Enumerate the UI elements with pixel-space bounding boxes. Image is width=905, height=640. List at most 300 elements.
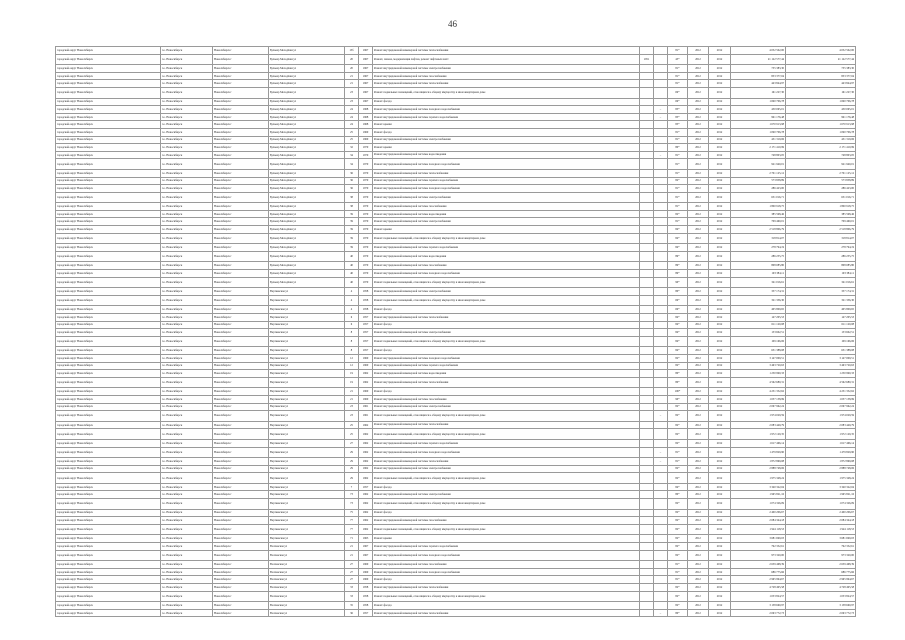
cell-total: 1 975 348,24	[786, 473, 856, 484]
cell-total: 2 171 410,99	[786, 144, 856, 152]
cell-year-end: 2012	[709, 609, 731, 617]
table-row	[56, 321, 856, 329]
cell-year-start: 2012	[688, 347, 709, 355]
cell-mark	[654, 288, 668, 296]
cell-mark	[654, 354, 668, 362]
cell-area	[640, 80, 654, 88]
cell-street: Вертковская ул	[269, 429, 345, 440]
cell-mark	[654, 550, 668, 561]
cell-year-start: 2012	[688, 203, 709, 211]
cell-cost: 278 794,19	[731, 244, 786, 252]
cell-work-type: Ремонт внутридомовой инженерной системы теплоснабжения	[373, 421, 640, 429]
cell-municipality: городской округ Новосибирск	[56, 568, 161, 576]
table-row	[56, 185, 856, 193]
cell-build-year: 1961	[359, 403, 373, 411]
cell-cost: 286 423,00	[731, 185, 786, 193]
cell-work-type: Ремонт подвальных помещений, относящихся к общему имуществу в многоквартирном доме	[373, 295, 640, 306]
cell-year-end: 2012	[709, 314, 731, 322]
cell-locality-short: г.о. Новосибирск	[161, 473, 213, 484]
cell-area	[640, 203, 654, 211]
cell-year-end: 2012	[709, 439, 731, 447]
cell-mark	[654, 177, 668, 185]
cell-build-year: 1962	[359, 517, 373, 525]
cell-wear-percent: 81*	[668, 576, 688, 584]
cell-mark: –	[654, 113, 668, 121]
cell-city: Новосибирск г	[213, 314, 269, 322]
cell-cost: 808 085,80	[731, 262, 786, 270]
cell-total: 4 052 502,00	[786, 47, 856, 55]
cell-work-type: Ремонт внутридомовой инженерной системы теплоснабжения	[373, 458, 640, 466]
cell-build-year: 1970	[359, 251, 373, 262]
cell-year-end: 2012	[709, 499, 731, 510]
table-row	[56, 458, 856, 466]
cell-total: 321 336,30	[786, 295, 856, 306]
cell-municipality: городской округ Новосибирск	[56, 509, 161, 517]
cell-year-end: 2012	[709, 144, 731, 152]
cell-year-end: 2012	[709, 192, 731, 203]
cell-street: Волховская ул	[269, 591, 345, 602]
cell-city: Новосибирск г	[213, 447, 269, 458]
cell-year-end: 2012	[709, 185, 731, 193]
cell-mark	[654, 535, 668, 543]
cell-area	[640, 458, 654, 466]
cell-house: 8	[345, 329, 359, 337]
cell-total: 109 166,06	[786, 336, 856, 347]
cell-house: 23	[345, 411, 359, 422]
cell-municipality: городской округ Новосибирск	[56, 72, 161, 80]
cell-locality-short: г.о. Новосибирск	[161, 314, 213, 322]
table-row	[56, 262, 856, 270]
cell-locality-short: г.о. Новосибирск	[161, 362, 213, 370]
cell-cost: 443 844,97	[731, 80, 786, 88]
cell-municipality: городской округ Новосибирск	[56, 609, 161, 617]
cell-total: 1 090 706,78	[786, 128, 856, 136]
cell-house: 27	[345, 576, 359, 584]
cell-house: 25	[345, 421, 359, 429]
cell-street: Вертковская ул	[269, 388, 345, 396]
cell-street: Вертковская ул	[269, 354, 345, 362]
cell-city: Новосибирск г	[213, 388, 269, 396]
cell-build-year: 1967	[359, 87, 373, 98]
cell-year-end: 2012	[709, 395, 731, 403]
cell-street: Волховская ул	[269, 543, 345, 551]
cell-total: 709 460,01	[786, 218, 856, 226]
cell-street: Бульвар Молодёжи ул	[269, 185, 345, 193]
cell-wear-percent: 82*	[668, 517, 688, 525]
cell-locality-short: г.о. Новосибирск	[161, 159, 213, 170]
cell-city: Новосибирск г	[213, 203, 269, 211]
cell-street: Волховская ул	[269, 584, 345, 592]
cell-city: Новосибирск г	[213, 411, 269, 422]
cell-year-end: 2012	[709, 473, 731, 484]
cell-municipality: городской округ Новосибирск	[56, 277, 161, 288]
cell-house: 4	[345, 306, 359, 314]
cell-year-end: 2012	[709, 47, 731, 55]
cell-total: 357 174,31	[786, 288, 856, 296]
cell-wear-percent: 82*	[668, 210, 688, 218]
cell-build-year: 1962	[359, 499, 373, 510]
cell-street: Бульвар Молодёжи ул	[269, 128, 345, 136]
table-row	[56, 473, 856, 484]
cell-locality-short: г.о. Новосибирск	[161, 591, 213, 602]
cell-city: Новосибирск г	[213, 144, 269, 152]
cell-wear-percent: 85*	[668, 121, 688, 129]
cell-wear-percent: 89*	[668, 270, 688, 278]
cell-area	[640, 233, 654, 244]
cell-wear-percent: 100*	[668, 388, 688, 396]
cell-house: 23	[345, 403, 359, 411]
cell-total: 286 423,00	[786, 185, 856, 193]
table-row	[56, 226, 856, 234]
cell-cost: 321 336,30	[731, 295, 786, 306]
cell-area	[640, 524, 654, 535]
cell-mark	[654, 321, 668, 329]
cell-area	[640, 121, 654, 129]
cell-wear-percent: 82*	[668, 543, 688, 551]
cell-cost: 3 463 720,63	[731, 362, 786, 370]
cell-street: Вертковская ул	[269, 499, 345, 510]
cell-year-start: 2012	[688, 321, 709, 329]
table-row	[56, 80, 856, 88]
cell-city: Новосибирск г	[213, 576, 269, 584]
cell-street: Бульвар Молодёжи ул	[269, 277, 345, 288]
cell-house: 24	[345, 113, 359, 121]
cell-year-end: 2012	[709, 388, 731, 396]
cell-locality-short: г.о. Новосибирск	[161, 329, 213, 337]
cell-total: 808 085,80	[786, 262, 856, 270]
cell-house: 25	[345, 136, 359, 144]
cell-cost: 2 965 994,67	[731, 576, 786, 584]
cell-cost: 1 670 913,98	[731, 121, 786, 129]
page-number: 46	[448, 19, 457, 29]
table-row	[56, 151, 856, 159]
cell-municipality: городской округ Новосибирск	[56, 226, 161, 234]
cell-area	[640, 277, 654, 288]
cell-work-type: Ремонт внутридомовой инженерной системы электроснабжения	[373, 403, 640, 411]
cell-locality-short: г.о. Новосибирск	[161, 491, 213, 499]
cell-city: Новосибирск г	[213, 395, 269, 403]
cell-house: 33	[345, 584, 359, 592]
cell-year-end: 2012	[709, 524, 731, 535]
cell-house: 39	[345, 226, 359, 234]
cell-area	[640, 576, 654, 584]
cell-locality-short: г.о. Новосибирск	[161, 128, 213, 136]
cell-total: 147 205,53	[786, 314, 856, 322]
cell-area	[640, 314, 654, 322]
table-row	[56, 535, 856, 543]
cell-mark	[654, 203, 668, 211]
cell-locality-short: г.о. Новосибирск	[161, 169, 213, 177]
cell-total: 318 814,07	[786, 233, 856, 244]
cell-mark	[654, 277, 668, 288]
cell-total: 341 016,61	[786, 277, 856, 288]
cell-area	[640, 362, 654, 370]
cell-build-year: 1962	[359, 465, 373, 473]
cell-year-end: 2012	[709, 72, 731, 80]
cell-year-end: 2012	[709, 151, 731, 159]
cell-year-end: 2012	[709, 483, 731, 491]
cell-municipality: городской округ Новосибирск	[56, 106, 161, 114]
cell-year-end: 2012	[709, 65, 731, 73]
cell-build-year: 1970	[359, 169, 373, 177]
cell-wear-percent: 82*	[668, 509, 688, 517]
cell-mark	[654, 429, 668, 440]
cell-locality-short: г.о. Новосибирск	[161, 535, 213, 543]
cell-year-start: 2012	[688, 226, 709, 234]
cell-work-type: Ремонт внутридомовой инженерной системы электроснабжения	[373, 136, 640, 144]
cell-municipality: городской округ Новосибирск	[56, 251, 161, 262]
cell-wear-percent: 82*	[668, 550, 688, 561]
cell-municipality: городской округ Новосибирск	[56, 192, 161, 203]
cell-cost: 1 975 348,24	[731, 473, 786, 484]
cell-city: Новосибирск г	[213, 377, 269, 388]
cell-city: Новосибирск г	[213, 288, 269, 296]
cell-total: 1 690 706,78	[786, 98, 856, 106]
cell-build-year: 1962	[359, 370, 373, 378]
cell-area	[640, 388, 654, 396]
cell-street: Вертковская ул	[269, 465, 345, 473]
cell-year-end: 2012	[709, 54, 731, 65]
cell-mark	[654, 543, 668, 551]
table-row	[56, 192, 856, 203]
cell-city: Новосибирск г	[213, 226, 269, 234]
cell-mark	[654, 524, 668, 535]
cell-work-type: Ремонт внутридомовой инженерной системы теплоснабжения	[373, 609, 640, 617]
cell-municipality: городской округ Новосибирск	[56, 295, 161, 306]
cell-city: Новосибирск г	[213, 370, 269, 378]
cell-area	[640, 47, 654, 55]
cell-total: 651 016,71	[786, 192, 856, 203]
cell-work-type: Ремонт внутридомовой инженерной системы холодного водоснабжения	[373, 568, 640, 576]
cell-wear-percent: 84*	[668, 483, 688, 491]
cell-area	[640, 561, 654, 569]
cell-street: Вертковская ул	[269, 377, 345, 388]
cell-year-start: 2012	[688, 47, 709, 55]
cell-wear-percent: 81*	[668, 203, 688, 211]
cell-work-type: Ремонт подвальных помещений, относящихся к общему имуществу в многоквартирном доме	[373, 429, 640, 440]
cell-wear-percent: 81*	[668, 192, 688, 203]
cell-year-end: 2012	[709, 561, 731, 569]
repair-program-table	[55, 46, 856, 617]
cell-municipality: городской округ Новосибирск	[56, 388, 161, 396]
cell-work-type: Ремонт фасада	[373, 321, 640, 329]
cell-wear-percent: 80*	[668, 370, 688, 378]
cell-total: 1 037 158,99	[786, 395, 856, 403]
cell-area	[640, 429, 654, 440]
cell-wear-percent: 81*	[668, 447, 688, 458]
table-row	[56, 295, 856, 306]
cell-cost: 21 122 577,44	[731, 54, 786, 65]
cell-area	[640, 543, 654, 551]
cell-mark	[654, 336, 668, 347]
cell-street: Вертковская ул	[269, 524, 345, 535]
cell-total: 278 794,19	[786, 244, 856, 252]
cell-house: 25	[345, 128, 359, 136]
cell-street: Бульвар Молодёжи ул	[269, 177, 345, 185]
cell-work-type: Ремонт внутридомовой инженерной системы электроснабжения	[373, 465, 640, 473]
cell-mark	[654, 270, 668, 278]
cell-work-type: Ремонт фасада	[373, 509, 640, 517]
cell-municipality: городской округ Новосибирск	[56, 550, 161, 561]
cell-locality-short: г.о. Новосибирск	[161, 295, 213, 306]
cell-work-type: Ремонт внутридомовой инженерной системы водоотведения	[373, 251, 640, 262]
cell-work-type: Ремонт подвальных помещений, относящихся к общему имуществу в многоквартирном доме	[373, 524, 640, 535]
cell-build-year: 1968	[359, 106, 373, 114]
cell-street: Вертковская ул	[269, 447, 345, 458]
cell-municipality: городской округ Новосибирск	[56, 144, 161, 152]
table-row	[56, 550, 856, 561]
cell-street: Бульвар Молодёжи ул	[269, 106, 345, 114]
cell-cost: 2 518 806,79	[731, 226, 786, 234]
cell-locality-short: г.о. Новосибирск	[161, 354, 213, 362]
cell-area	[640, 336, 654, 347]
table-row	[56, 429, 856, 440]
cell-house: 20	[345, 54, 359, 65]
cell-total: 2 083 449,79	[786, 421, 856, 429]
cell-locality-short: г.о. Новосибирск	[161, 403, 213, 411]
cell-mark	[654, 370, 668, 378]
cell-house: 33	[345, 591, 359, 602]
cell-wear-percent: 82*	[668, 362, 688, 370]
cell-cost: 147 205,53	[731, 314, 786, 322]
cell-work-type: Ремонт подвальных помещений, относящихся к общему имуществу в многоквартирном доме	[373, 277, 640, 288]
cell-total: 451 319,06	[786, 136, 856, 144]
cell-area	[640, 270, 654, 278]
cell-locality-short: г.о. Новосибирск	[161, 210, 213, 218]
cell-area	[640, 321, 654, 329]
cell-wear-percent: 82*	[668, 439, 688, 447]
cell-cost: 1 690 706,78	[731, 98, 786, 106]
cell-house: 12	[345, 362, 359, 370]
cell-year-end: 2012	[709, 177, 731, 185]
table-row	[56, 54, 856, 65]
cell-year-start: 2012	[688, 447, 709, 458]
cell-city: Новосибирск г	[213, 543, 269, 551]
cell-build-year: 1960	[359, 395, 373, 403]
cell-cost: 1 872 869,08	[731, 458, 786, 466]
cell-mark	[654, 306, 668, 314]
table-row	[56, 288, 856, 296]
cell-street: Волховская ул	[269, 550, 345, 561]
cell-year-end: 2012	[709, 602, 731, 610]
cell-municipality: городской округ Новосибирск	[56, 321, 161, 329]
cell-year-start: 2012	[688, 439, 709, 447]
table-row	[56, 576, 856, 584]
cell-build-year: 1963	[359, 535, 373, 543]
cell-mark	[654, 465, 668, 473]
cell-build-year: 1957	[359, 314, 373, 322]
cell-total: 1 053 824,57	[786, 591, 856, 602]
cell-house: 27	[345, 568, 359, 576]
cell-street: Бульвар Молодёжи ул	[269, 192, 345, 203]
cell-locality-short: г.о. Новосибирск	[161, 270, 213, 278]
cell-city: Новосибирск г	[213, 98, 269, 106]
cell-wear-percent: 82*	[668, 177, 688, 185]
cell-area	[640, 411, 654, 422]
cell-wear-percent: 69*	[668, 295, 688, 306]
cell-cost: 1 074 326,09	[731, 499, 786, 510]
cell-area	[640, 106, 654, 114]
cell-work-type: Ремонт подвальных помещений, относящихся к общему имуществу в многоквартирном доме	[373, 591, 640, 602]
cell-house: 29	[345, 447, 359, 458]
cell-locality-short: г.о. Новосибирск	[161, 499, 213, 510]
cell-year-end: 2012	[709, 113, 731, 121]
cell-year-start: 2012	[688, 251, 709, 262]
cell-cost: 2 701 125,12	[731, 169, 786, 177]
cell-work-type: Ремонт внутридомовой инженерной системы горячего водоснабжения	[373, 543, 640, 551]
cell-street: Вертковская ул	[269, 347, 345, 355]
cell-city: Новосибирск г	[213, 185, 269, 193]
cell-street: Вертковская ул	[269, 314, 345, 322]
cell-city: Новосибирск г	[213, 499, 269, 510]
cell-build-year: 1962	[359, 491, 373, 499]
table-row	[56, 306, 856, 314]
cell-street: Вертковская ул	[269, 421, 345, 429]
cell-house: 34	[345, 151, 359, 159]
cell-municipality: городской округ Новосибирск	[56, 128, 161, 136]
cell-locality-short: г.о. Новосибирск	[161, 370, 213, 378]
cell-locality-short: г.о. Новосибирск	[161, 411, 213, 422]
cell-locality-short: г.о. Новосибирск	[161, 336, 213, 347]
cell-build-year: 1962	[359, 524, 373, 535]
cell-year-start: 2012	[688, 159, 709, 170]
cell-build-year: 1967	[359, 72, 373, 80]
cell-locality-short: г.о. Новосибирск	[161, 262, 213, 270]
cell-municipality: городской округ Новосибирск	[56, 177, 161, 185]
cell-total: 921 940,01	[786, 159, 856, 170]
cell-wear-percent: 80*	[668, 609, 688, 617]
cell-cost: 385 598,46	[731, 210, 786, 218]
cell-build-year: 1969	[359, 561, 373, 569]
cell-total: 1 974 029,59	[786, 411, 856, 422]
cell-total: 4 231 352,62	[786, 388, 856, 396]
cell-city: Новосибирск г	[213, 403, 269, 411]
cell-wear-percent: 81*	[668, 136, 688, 144]
cell-year-end: 2012	[709, 295, 731, 306]
cell-work-type: Ремонт, замена, модернизация лифтов, ремонт лифтовых шахт	[373, 54, 640, 65]
cell-cost: 1 924 118,53	[731, 524, 786, 535]
table-row	[56, 210, 856, 218]
cell-wear-percent: 81*	[668, 458, 688, 466]
cell-total: 991 176,48	[786, 113, 856, 121]
table-row	[56, 370, 856, 378]
cell-area	[640, 329, 654, 337]
cell-city: Новосибирск г	[213, 602, 269, 610]
table-row	[56, 98, 856, 106]
cell-total: 1 872 869,08	[786, 458, 856, 466]
table-row	[56, 277, 856, 288]
table-row	[56, 591, 856, 602]
cell-street: Вертковская ул	[269, 306, 345, 314]
cell-street: Бульвар Молодёжи ул	[269, 210, 345, 218]
cell-work-type: Ремонт внутридомовой инженерной системы электроснабжения	[373, 218, 640, 226]
cell-wear-percent: 84*	[668, 321, 688, 329]
cell-house: 21	[345, 388, 359, 396]
cell-cost: 4 728 495,58	[731, 584, 786, 592]
cell-area	[640, 218, 654, 226]
cell-work-type: Ремонт внутридомовой инженерной системы водоотведения	[373, 151, 640, 159]
table-row	[56, 244, 856, 252]
cell-build-year: 1960	[359, 362, 373, 370]
cell-street: Бульвар Молодёжи ул	[269, 144, 345, 152]
table-row	[56, 609, 856, 617]
table-row	[56, 177, 856, 185]
cell-area	[640, 87, 654, 98]
cell-area	[640, 144, 654, 152]
cell-street: Вертковская ул	[269, 336, 345, 347]
cell-year-end: 2012	[709, 159, 731, 170]
table-row	[56, 561, 856, 569]
